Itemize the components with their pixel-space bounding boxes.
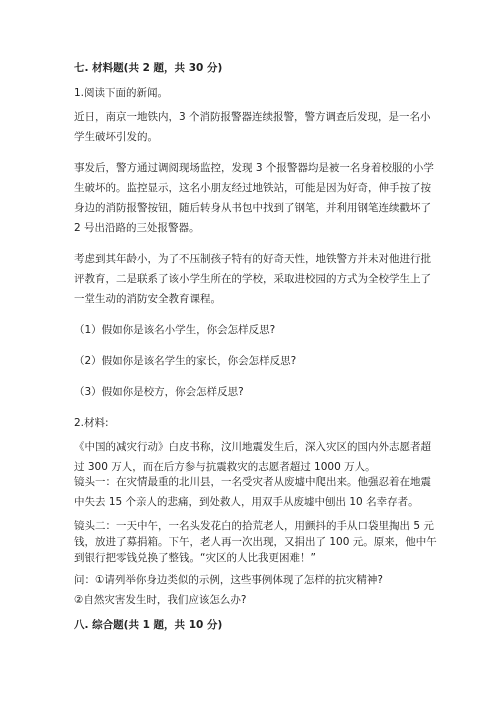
q1-paragraph-3-line-3: 一堂生动的消防安全教育课程。	[74, 293, 221, 305]
q1-paragraph-2-line-2: 生破坏的。监控显示，这名小朋友经过地铁站，可能是因为好奇，伸手按了按	[74, 182, 431, 194]
q2-shot-2-line-1: 镜头二：一天中午，一名头发花白的拾荒老人，用颤抖的手从口袋里掏出 5 元	[74, 520, 434, 532]
section-8-title: 八. 综合题(共 1 题，共 10 分)	[74, 619, 223, 631]
q1-paragraph-3-line-2: 评教育，二是联系了该小学生所在的学校，采取进校园的方式为全校学生上了	[74, 273, 431, 285]
question-2-intro: 2.材料:	[74, 417, 109, 429]
question-1-intro: 1.阅读下面的新闻。	[74, 87, 169, 99]
q1-paragraph-1-line-1: 近日，南京一地铁内，3 个消防报警器连续报警，警方调查后发现，是一名小	[74, 111, 431, 123]
q1-paragraph-1-line-2: 学生破坏引发的。	[74, 131, 158, 143]
q2-paragraph-1-line-1: 《中国的减灾行动》白皮书称，汶川地震发生后，深入灾区的国内外志愿者超	[74, 441, 431, 453]
q1-paragraph-2-line-1: 事发后，警方通过调阅现场监控，发现 3 个报警器均是被一名身着校服的小学	[74, 162, 434, 174]
q2-shot-2-line-3: 到银行把零钱兑换了整钱。“灾区的人比我更困难！”	[74, 552, 316, 564]
q2-ask-2: ②自然灾害发生时，我们应该怎么办?	[74, 594, 247, 606]
q1-subquestion-2: （2）假如你是该名学生的家长，你会怎样反思?	[74, 355, 297, 367]
q2-shot-1-line-2: 中失去 15 个亲人的悲痛，到处救人，用双手从废墟中刨出 10 名幸存者。	[74, 496, 419, 508]
q1-paragraph-2-line-4: 2 号出沿路的三处报警器。	[74, 222, 200, 234]
q1-paragraph-2-line-3: 身边的消防报警按钮，随后转身从书包中找到了钢笔，并利用钢笔连续戳坏了	[74, 202, 431, 214]
q1-paragraph-3-line-1: 考虑到其年龄小，为了不压制孩子特有的好奇天性，地铁警方并未对他进行批	[74, 253, 431, 265]
q2-ask-1: 问：①请列举你身边类似的示例，这些事例体现了怎样的抗灾精神?	[74, 574, 383, 586]
q2-paragraph-1-line-2: 过 300 万人，而在后方参与抗震救灾的志愿者超过 1000 万人。	[74, 461, 376, 473]
q1-subquestion-3: （3）假如你是校方，你会怎样反思?	[74, 386, 244, 398]
q1-subquestion-1: （1）假如你是该名小学生，你会怎样反思?	[74, 324, 276, 336]
q2-shot-1-line-1: 镜头一：在灾情最重的北川县，一名受灾者从废墟中爬出来。他强忍着在地震	[74, 476, 431, 488]
section-7-title: 七. 材料题(共 2 题，共 30 分)	[74, 62, 223, 74]
q2-shot-2-line-2: 钱，放进了募捐箱。下午，老人再一次出现，又捐出了 100 元。原来，他中午	[74, 536, 437, 548]
